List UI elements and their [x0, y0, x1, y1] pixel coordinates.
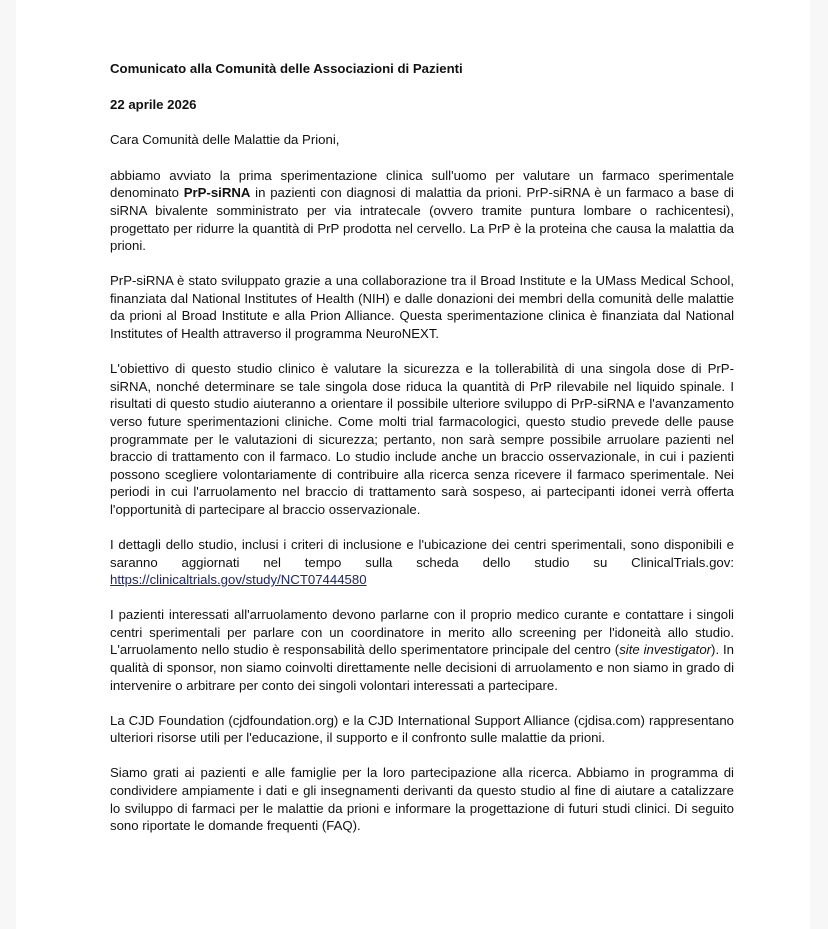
paragraph-resources: La CJD Foundation (cjdfoundation.org) e la CJD International Support Alliance (cjdisa.com) rappresentano ulteriori risorse utili per l'educazione, il supporto e il confronto sulle malattie da prioni.	[110, 712, 734, 746]
clinicaltrials-link[interactable]: https://clinicaltrials.gov/study/NCT07444580	[110, 572, 367, 588]
paragraph-enrollment	[110, 606, 734, 694]
paragraph-development: PrP-siRNA è stato sviluppato grazie a una collaborazione tra il Broad Institute e la UMass Medical School, finanziata dal National Institutes of Health (NIH) e dalle donazioni dei membri della comunità delle malattie da prioni al Broad Institute e alla Prion Alliance. Questa sperimentazione clinica è finanziata dal National Institutes of Health attraverso il programma NeuroNEXT.	[110, 273, 734, 342]
document-date: 22 aprile 2026	[110, 96, 197, 112]
italic-term: site investigator	[619, 642, 712, 658]
paragraph-text: I pazienti interessati all'arruolamento devono parlarne con il proprio medico curante e contattare i singoli centri sperimentali per parlare con un coordinatore in merito allo screening per l'idoneità allo studio. L'arruolamento nello studio è responsabilità dello sperimentatore principale del centro (	[110, 607, 734, 658]
document-title: Comunicato alla Comunità delle Associazioni di Pazienti	[110, 61, 463, 76]
paragraph-text: ). In qualità di sponsor, non siamo coinvolti direttamente nelle decisioni di arruolamento e non siamo in grado di intervenire o arbitrare per conto dei singoli volontari interessati a partecipare.	[110, 642, 734, 693]
document-page	[16, 0, 810, 929]
paragraph-details	[110, 536, 734, 589]
paragraph-thanks: Siamo grati ai pazienti e alle famiglie per la loro partecipazione alla ricerca. Abbiamo in programma di condividere ampiamente i dati e gli insegnamenti derivanti da questo studio al fine di aiutare a catalizzare lo sviluppo di farmaci per le malattie da prioni e informare la progettazione di futuri studi clinici. Di seguito sono riportate le domande frequenti (FAQ).	[110, 765, 734, 834]
paragraph-text: I dettagli dello studio, inclusi i criteri di inclusione e l'ubicazione dei centri sperimentali, sono disponibili e saranno aggiornati nel tempo sulla scheda dello studio su ClinicalTrials.gov:	[110, 536, 734, 570]
paragraph-text: abbiamo avviato la prima sperimentazione clinica sull'uomo per valutare un farmaco sperimentale denominato	[110, 167, 734, 201]
paragraph-intro	[110, 167, 734, 255]
document-body	[110, 60, 734, 852]
paragraph-text: in pazienti con diagnosi di malattia da prioni. PrP-siRNA è un farmaco a base di siRNA bivalente somministrato per via intratecale (ovvero tramite puntura lombare o rachicentesi), progettato per ridurre la quantità di PrP prodotta nel cervello. La PrP è la proteina che causa la malattia da prioni.	[110, 185, 734, 254]
drug-name: PrP-siRNA	[183, 185, 251, 201]
paragraph-objective: L'obiettivo di questo studio clinico è valutare la sicurezza e la tollerabilità di una singola dose di PrP-siRNA, nonché determinare se tale singola dose riduca la quantità di PrP rilevabile nel liquido spinale. I risultati di questo studio aiuteranno a orientare il possibile ulteriore sviluppo di PrP-siRNA e l'avanzamento verso future sperimentazioni cliniche. Come molti trial farmacologici, questo studio prevede delle pause programmate per le valutazioni di sicurezza; pertanto, non sarà sempre possibile arruolare pazienti nel braccio di trattamento con il farmaco. Lo studio include anche un braccio osservazionale, in cui i pazienti possono scegliere volontariamente di contribuire alla ricerca senza ricevere il farmaco sperimentale. Nei periodi in cui l'arruolamento nel braccio di trattamento sarà sospeso, ai partecipanti idonei verrà offerta l'opportunità di partecipare al braccio osservazionale.	[110, 361, 734, 517]
greeting: Cara Comunità delle Malattie da Prioni,	[110, 132, 340, 148]
